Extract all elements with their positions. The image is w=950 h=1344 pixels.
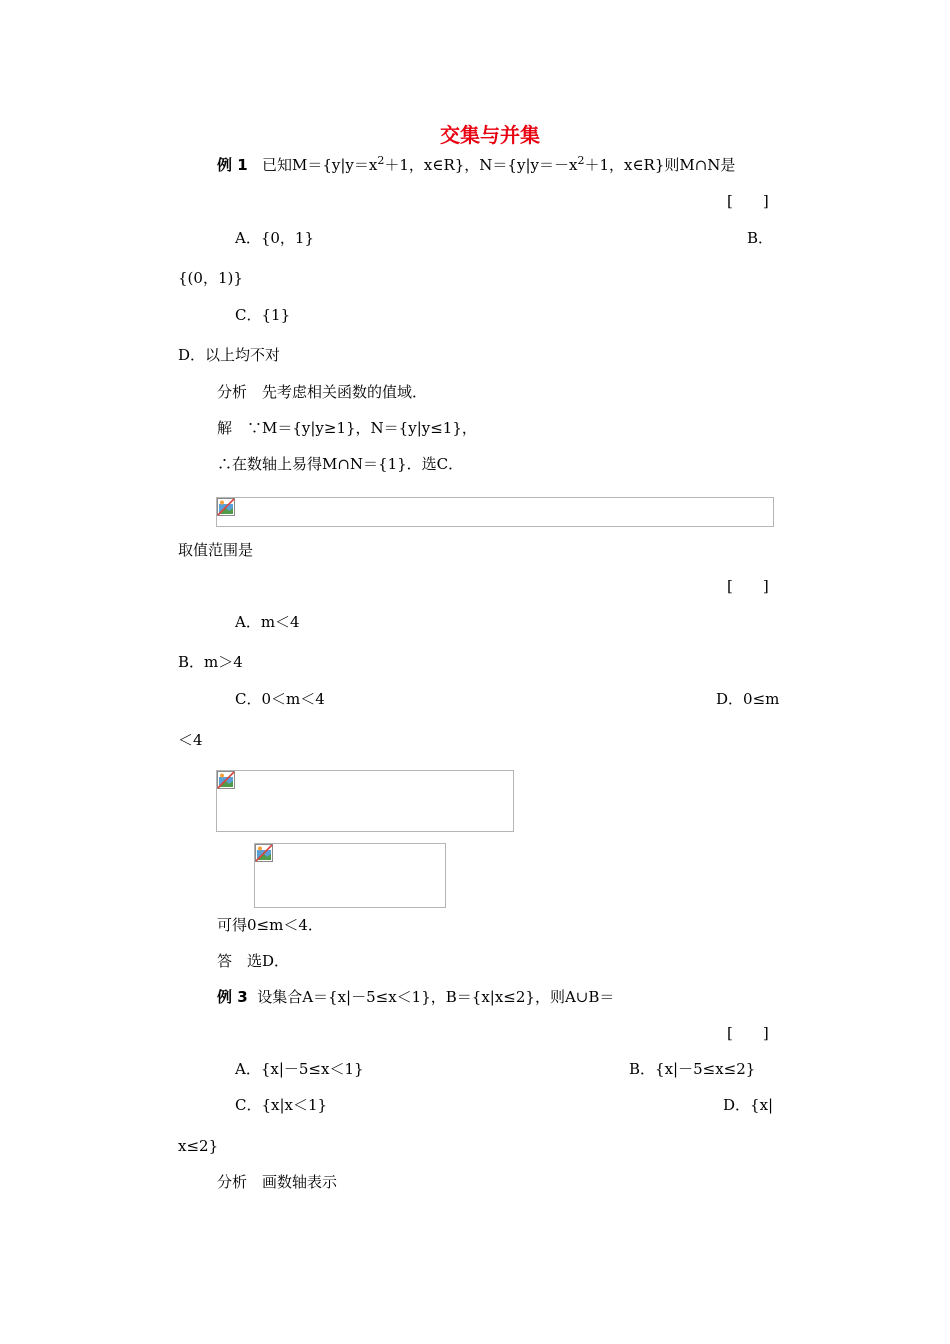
example-3-question [217,987,614,1007]
question-part: ＋1，x∈R}则M∩N是 [584,156,736,174]
option-b: B．m＞4 [178,653,243,671]
option-b-continued: {(0，1)} [178,269,243,287]
question-part: 已知M＝{y|y＝x [261,156,378,174]
option-d: D．以上均不对 [178,346,281,364]
example-2-question-tail: 取值范围是 [178,541,254,559]
analysis: 分析 画数轴表示 [217,1173,338,1191]
option-d: D．0≤m [716,690,780,708]
image-placeholder [216,497,774,527]
exponent: 2 [577,154,585,167]
example-1-question [217,155,735,175]
option-a: A．{0，1} [235,229,315,247]
option-c: C．{x|x＜1} [235,1096,328,1114]
option-d-continued: ＜4 [178,731,203,749]
exponent: 2 [377,154,385,167]
option-d: D．{x| [723,1096,774,1114]
broken-image-icon [217,498,235,516]
image-placeholder [254,843,446,908]
image-placeholder [216,770,514,832]
solution-line-2: ∴在数轴上易得M∩N＝{1}．选C． [217,455,464,473]
option-a: A．m＜4 [235,613,300,631]
option-d-continued: x≤2} [178,1137,219,1155]
option-c: C．{1} [235,306,291,324]
answer-line: 答 选D． [217,952,290,970]
example-1-label: 例 1 [217,156,248,174]
broken-image-icon [217,771,235,789]
solution-line-1: 解 ∵M＝{y|y≥1}，N＝{y|y≤1}， [217,419,477,437]
question-text: 设集合A＝{x|－5≤x＜1}，B＝{x|x≤2}，则A∪B＝ [257,988,615,1006]
option-a: A．{x|－5≤x＜1} [235,1060,364,1078]
answer-bracket: [ ] [727,577,769,595]
question-part: ＋1，x∈R}，N＝{y|y＝－x [384,156,578,174]
analysis: 分析 先考虑相关函数的值域． [217,383,428,401]
page-title: 交集与并集 [440,123,540,147]
option-b: B． [747,229,774,247]
answer-bracket: [ ] [727,192,769,210]
option-c: C．0＜m＜4 [235,690,325,708]
result-line: 可得0≤m＜4． [217,916,323,934]
example-3-label: 例 3 [217,988,248,1006]
answer-bracket: [ ] [727,1024,769,1042]
broken-image-icon [255,844,273,862]
option-b: B．{x|－5≤x≤2} [629,1060,756,1078]
